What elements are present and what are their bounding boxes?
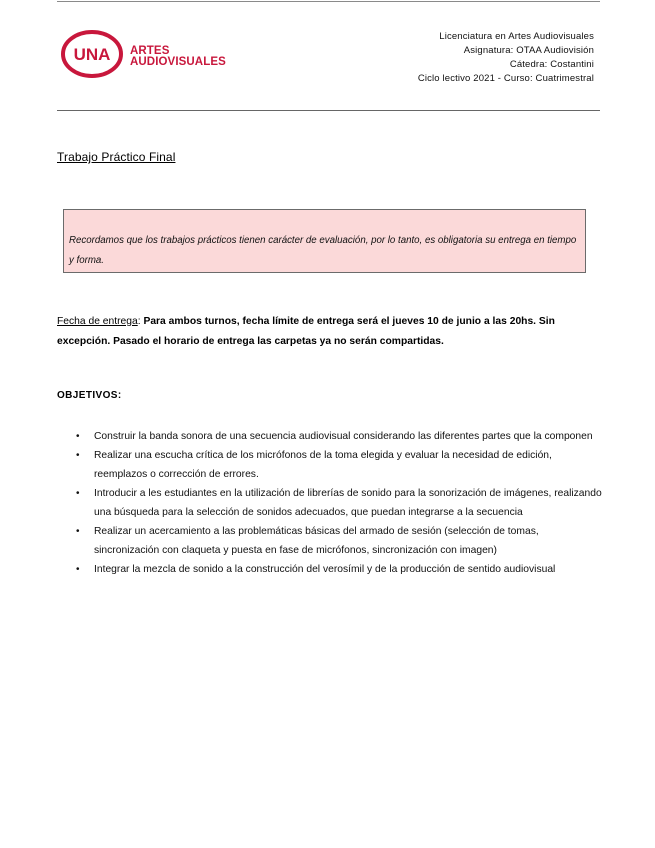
top-divider	[57, 1, 600, 2]
bullet-icon: •	[76, 450, 80, 461]
evaluation-notice-box	[63, 209, 586, 273]
document-title: Trabajo Práctico Final	[57, 150, 176, 164]
delivery-date-colon: :	[137, 316, 141, 327]
objective-item	[74, 427, 604, 446]
chair-name: Cátedra: Costantini	[509, 59, 594, 70]
bullet-icon: •	[76, 431, 80, 442]
objective-text: Realizar una escucha crítica de los micrófonos de la toma elegida y evaluar la necesidad de edición, reemplazos o corrección de errores.	[94, 450, 552, 480]
objective-text: Construir la banda sonora de una secuencia audiovisual considerando las diferentes partes que la componen	[94, 431, 593, 442]
objective-item	[74, 522, 604, 560]
logo-line-artes: ARTES	[130, 45, 170, 57]
objectives-list	[74, 427, 604, 579]
logo-wordmark	[130, 46, 226, 68]
bullet-icon: •	[76, 564, 80, 575]
una-logo	[61, 30, 231, 78]
bullet-icon: •	[76, 526, 80, 537]
subject-name: Asignatura: OTAA Audiovisión	[463, 45, 594, 56]
delivery-date-paragraph	[57, 312, 597, 352]
delivery-date-text: Para ambos turnos, fecha límite de entrega será el jueves 10 de junio a las 20hs. Sin excepción. Pasado el horario de entrega las carpetas ya no serán compartidas.	[57, 316, 555, 347]
objective-text: Introducir a les estudiantes en la utilización de librerías de sonido para la sonorización de imágenes, realizando una búsqueda para la selección de sonidos adecuados, que puedan integrarse a la secuencia	[94, 488, 602, 518]
cycle-info: Ciclo lectivo 2021 - Curso: Cuatrimestral	[417, 73, 594, 84]
una-logo-mark	[61, 30, 123, 78]
objective-item	[74, 446, 604, 484]
objective-text: Integrar la mezcla de sonido a la construcción del verosímil y de la producción de sentido audiovisual	[94, 564, 556, 575]
evaluation-notice-text: Recordamos que los trabajos prácticos tienen carácter de evaluación, por lo tanto, es obligatoria su entrega en tiempo y forma.	[69, 235, 577, 266]
objective-text: Realizar un acercamiento a las problemáticas básicas del armado de sesión (selección de tomas, sincronización con claqueta y puesta en fase de micrófonos, sincronización con imagen)	[94, 526, 539, 556]
objective-item	[74, 484, 604, 522]
header-divider	[57, 110, 600, 111]
course-info	[418, 30, 594, 86]
delivery-date-label: Fecha de entrega	[57, 316, 138, 327]
program-name: Licenciatura en Artes Audiovisuales	[439, 31, 594, 42]
objective-item	[74, 560, 604, 579]
bullet-icon: •	[76, 488, 80, 499]
objectives-heading: OBJETIVOS:	[57, 390, 122, 401]
logo-line-audiovisuales: AUDIOVISUALES	[130, 56, 226, 68]
svg-text:UNA: UNA	[73, 45, 111, 64]
